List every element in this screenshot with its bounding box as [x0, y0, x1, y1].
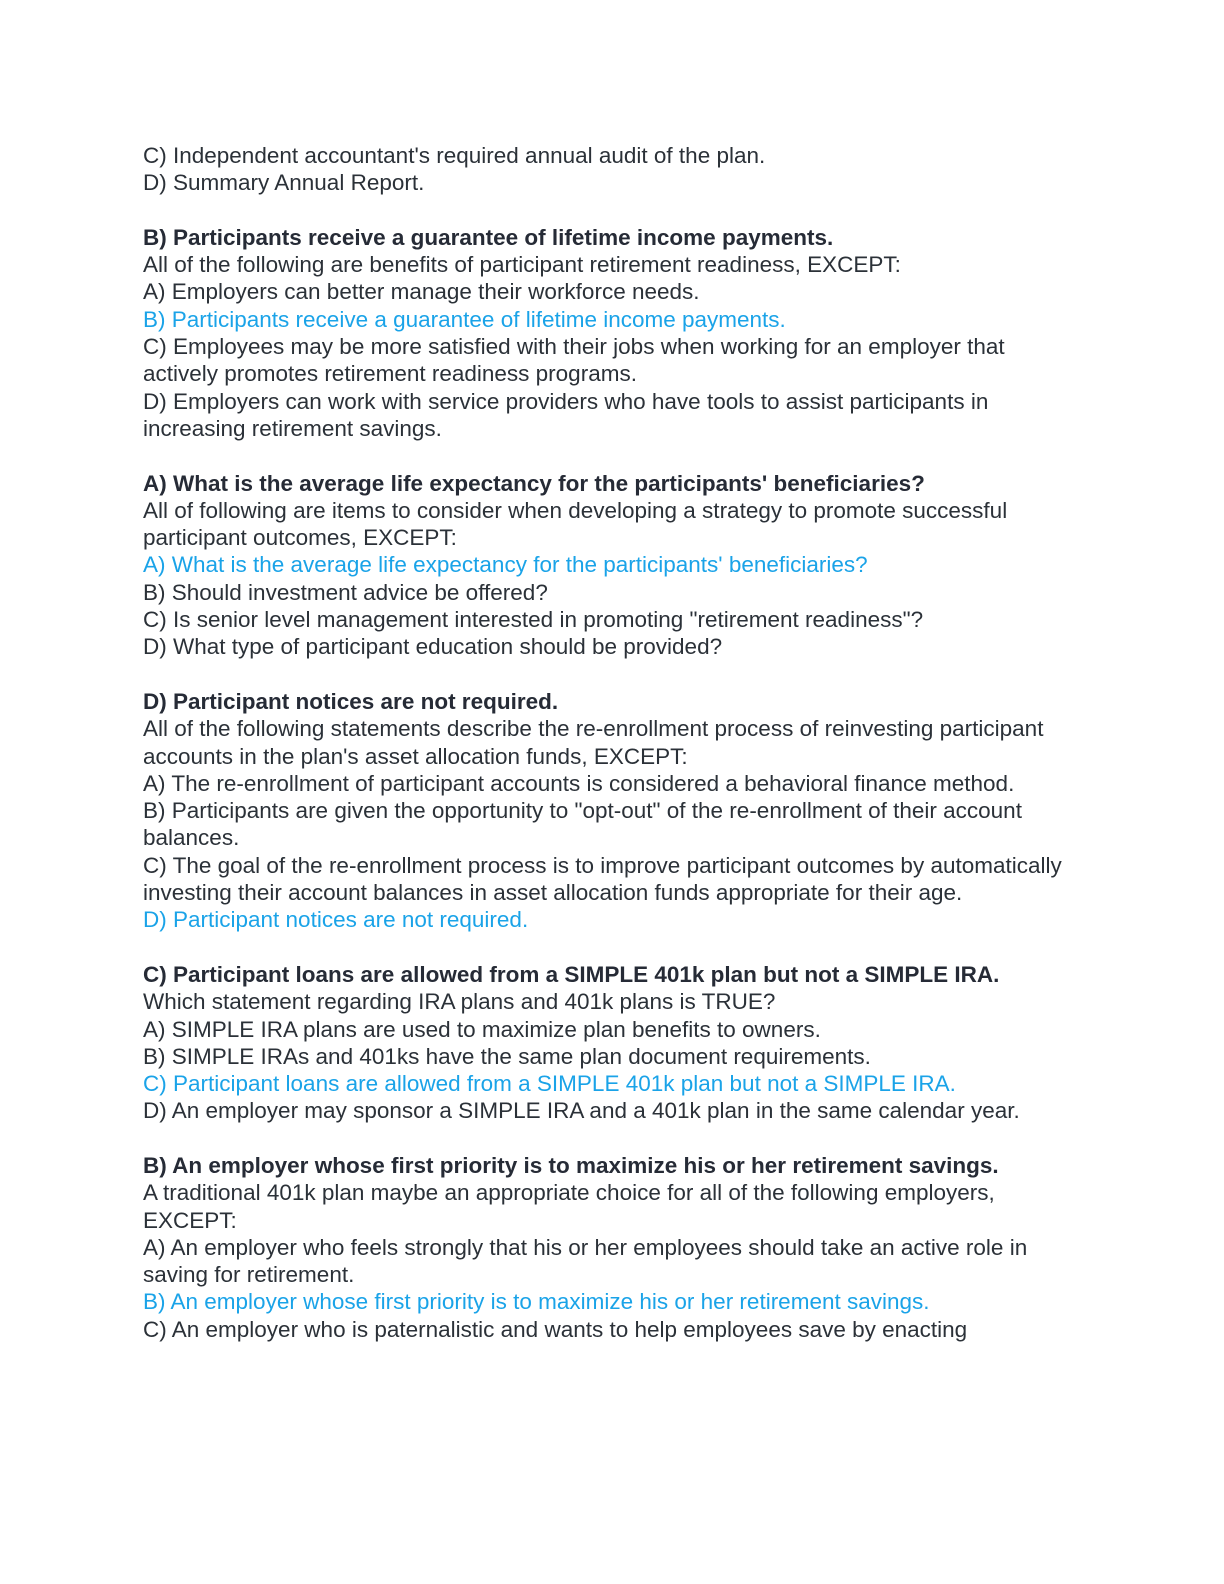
correct-option-line: B) Participants receive a guarantee of lifetime income payments.	[143, 306, 786, 332]
option-line: C) Is senior level management interested in promoting "retirement readiness"?	[143, 607, 924, 633]
answer-heading: B) Participants receive a guarantee of lifetime income payments.	[143, 224, 834, 250]
correct-option-line: C) Participant loans are allowed from a SIMPLE 401k plan but not a SIMPLE IRA.	[143, 1071, 956, 1097]
option-line: C) An employer who is paternalistic and wants to help employees save by enacting	[143, 1316, 968, 1342]
option-line: C) Independent accountant's required annual audit of the plan.	[143, 143, 766, 168]
document-page	[143, 142, 1083, 1343]
question-text: A traditional 401k plan maybe an appropriate choice for all of the following employers, EXCEPT:	[143, 1180, 995, 1233]
answer-heading: D) Participant notices are not required.	[143, 688, 559, 714]
option-line: A) An employer who feels strongly that his or her employees should take an active role in saving for retirement.	[143, 1234, 1028, 1288]
option-line: B) Participants are given the opportunity to "opt-out" of the re-enrollment of their account balances.	[143, 798, 1022, 851]
option-line: D) What type of participant education should be provided?	[143, 634, 723, 660]
answer-heading: C) Participant loans are allowed from a SIMPLE 401k plan but not a SIMPLE IRA.	[143, 961, 1000, 987]
answer-heading: A) What is the average life expectancy for the participants' beneficiaries?	[143, 470, 925, 496]
correct-option-line: D) Participant notices are not required.	[143, 907, 529, 933]
question-text: All of following are items to consider when developing a strategy to promote successful participant outcomes, EXCEPT:	[143, 497, 1008, 551]
option-line: C) Employees may be more satisfied with their jobs when working for an employer that actively promotes retirement readiness programs.	[143, 334, 1005, 387]
intro-section	[143, 142, 1083, 197]
option-line: C) The goal of the re-enrollment process is to improve participant outcomes by automatically investing their account balances in asset allocation funds appropriate for their age.	[143, 852, 1062, 906]
correct-option-line: A) What is the average life expectancy for the participants' beneficiaries?	[143, 552, 868, 578]
option-line: D) Summary Annual Report.	[143, 170, 425, 196]
option-line: A) SIMPLE IRA plans are used to maximize plan benefits to owners.	[143, 1016, 821, 1042]
answer-heading: B) An employer whose first priority is to maximize his or her retirement savings.	[143, 1152, 999, 1178]
question-block	[143, 224, 1083, 442]
question-block	[143, 961, 1083, 1125]
option-line: D) An employer may sponsor a SIMPLE IRA and a 401k plan in the same calendar year.	[143, 1098, 1020, 1124]
option-line: A) Employers can better manage their workforce needs.	[143, 279, 700, 305]
option-line: B) SIMPLE IRAs and 401ks have the same plan document requirements.	[143, 1043, 871, 1069]
question-block	[143, 1152, 1083, 1343]
question-block	[143, 470, 1083, 661]
question-text: All of the following statements describe the re-enrollment process of reinvesting participant accounts in the plan's asset allocation funds, EXCEPT:	[143, 716, 1044, 769]
option-line: B) Should investment advice be offered?	[143, 579, 548, 605]
option-line: A) The re-enrollment of participant accounts is considered a behavioral finance method.	[143, 770, 1015, 796]
question-block	[143, 688, 1083, 934]
question-text: Which statement regarding IRA plans and 401k plans is TRUE?	[143, 989, 776, 1015]
correct-option-line: B) An employer whose first priority is to maximize his or her retirement savings.	[143, 1289, 930, 1315]
option-line: D) Employers can work with service providers who have tools to assist participants in increasing retirement savings.	[143, 388, 989, 441]
question-text: All of the following are benefits of participant retirement readiness, EXCEPT:	[143, 252, 901, 278]
